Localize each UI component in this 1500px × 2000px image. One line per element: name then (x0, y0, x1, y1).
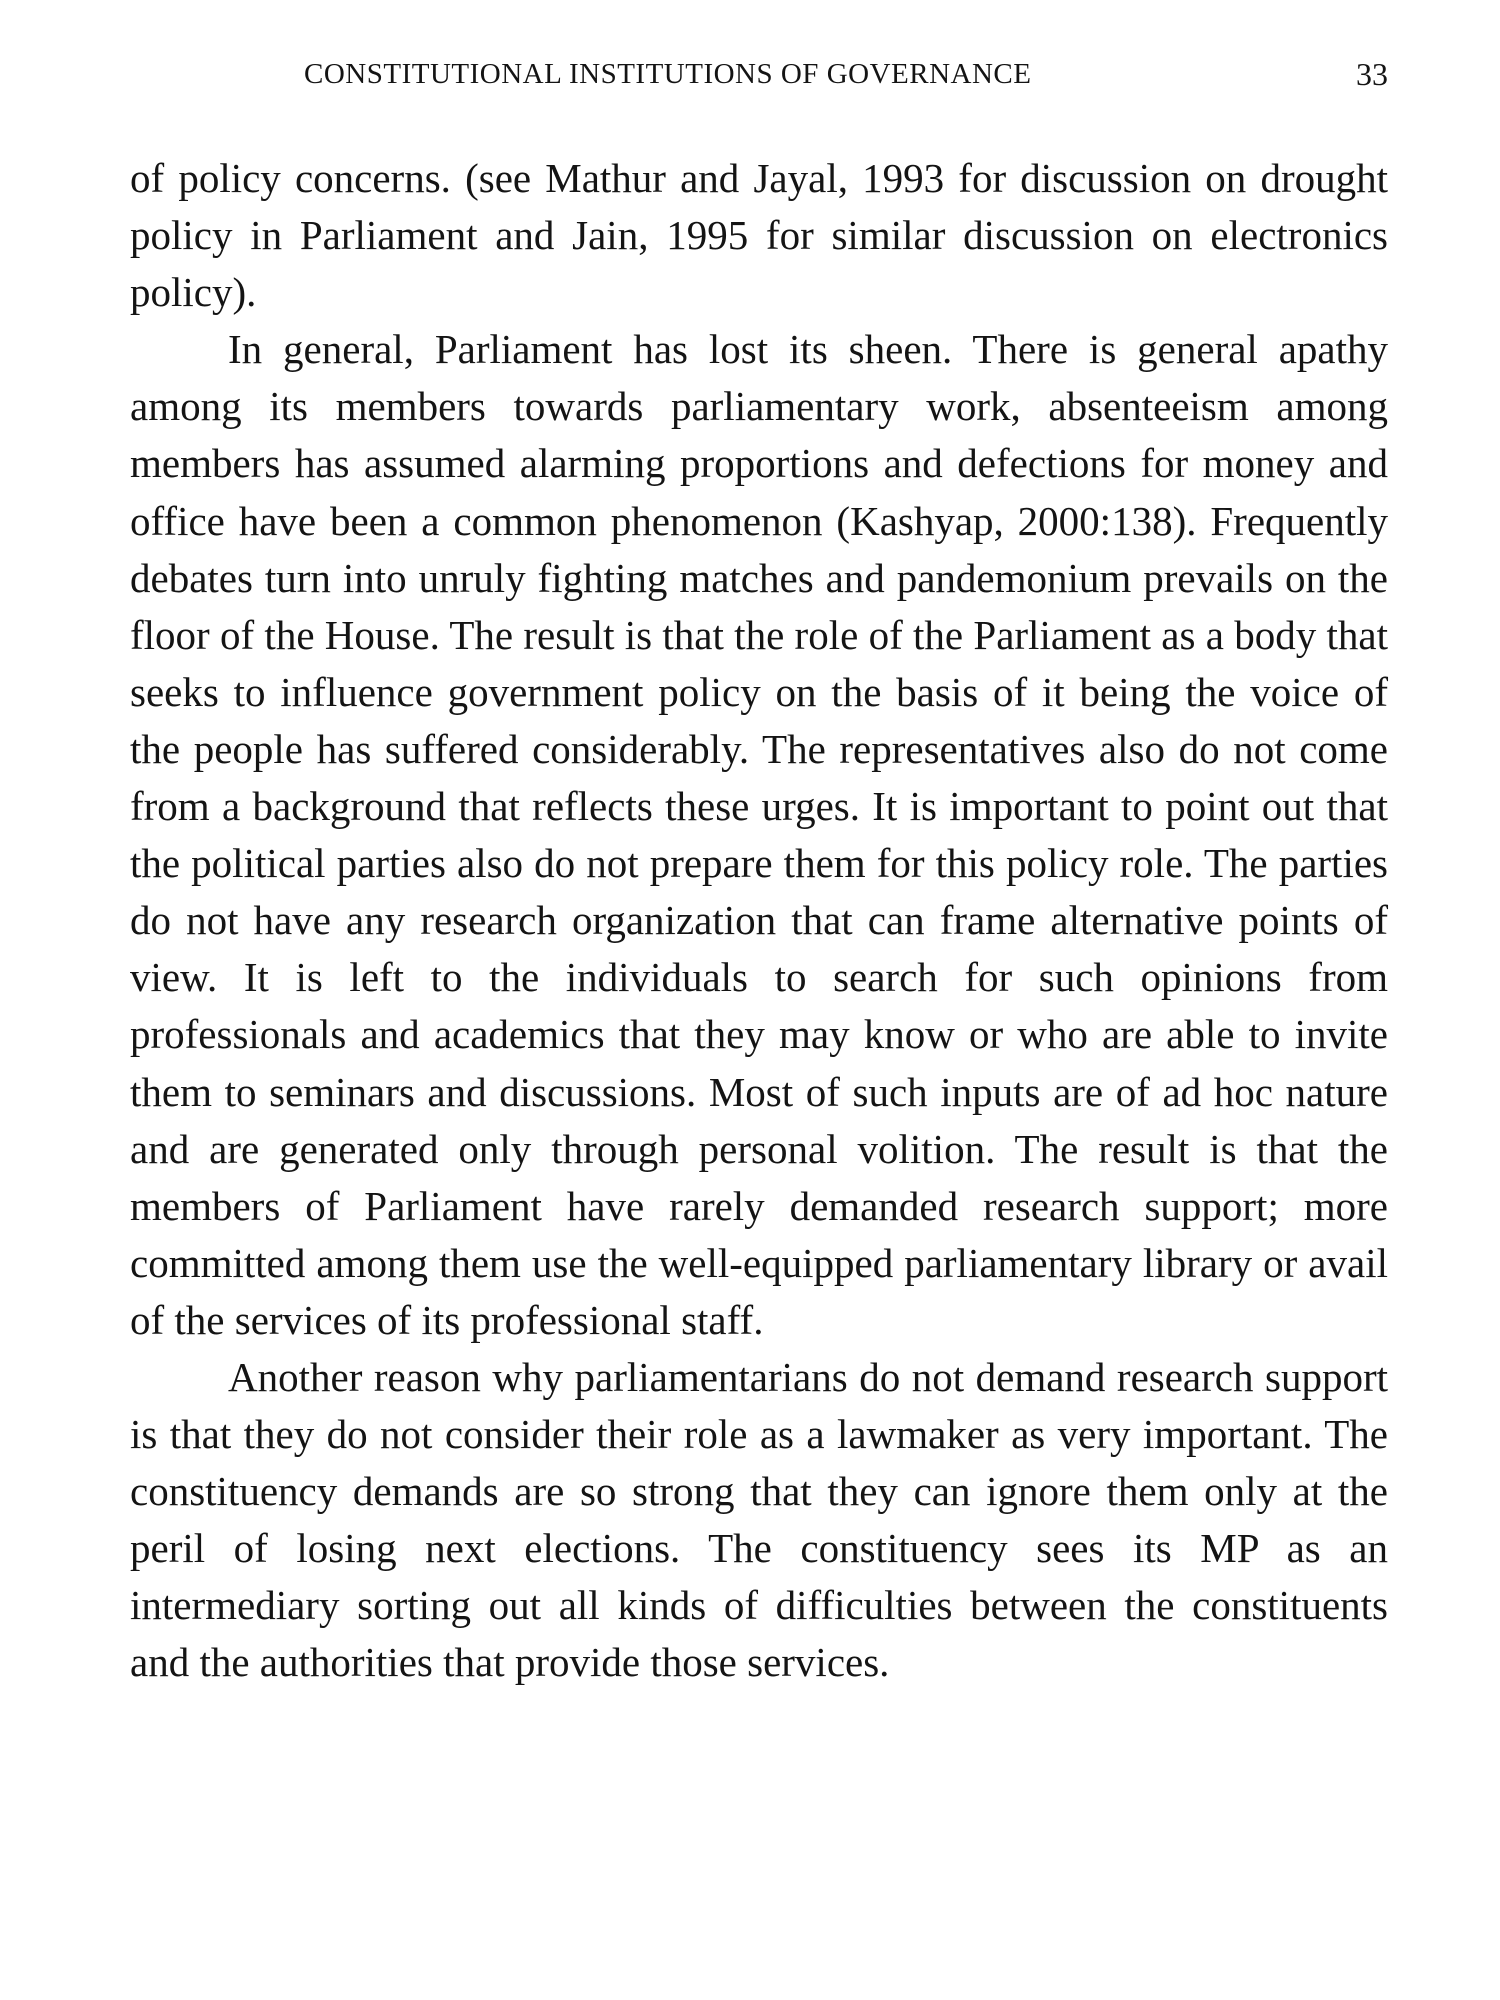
paragraph-research-support: Another reason why parliamentarians do not demand research support is that they do not consider their role as a lawmaker as very important. The constituency demands are so strong that they can ignore them only at the peril of losing next elections. The constituency sees its MP as an intermediary sorting out all kinds of difficulties between the constituents and the authorities that provide those services. (130, 1353, 1388, 1686)
paragraph-parliament-sheen: In general, Parliament has lost its sheen. There is general apathy among its members towards parliamentary work, absenteeism among members has assumed alarming proportions and defections for money and office have been a common phenomenon (Kashyap, 2000:138). Frequently debates turn into unruly fighting matches and pandemonium prevails on the floor of the House. The result is that the role of the Parliament as a body that seeks to influence government policy on the basis of it being the voice of the people has suffered considerably. The representatives also do not come from a background that reflects these urges. It is important to point out that the political parties also do not prepare them for this policy role. The parties do not have any research organization that can frame alternative points of view. It is left to the individuals to search for such opinions from professionals and academics that they may know or who are able to invite them to seminars and discussions. Most of such inputs are of ad hoc nature and are generated only through personal volition. The result is that the members of Parliament have rarely demanded research support; more committed among them use the well-equipped parliamentary library or avail of the services of its professional staff. (130, 326, 1388, 1343)
paragraph-continuation: of policy concerns. (see Mathur and Jayal, 1993 for discussion on drought policy in Parliament and Jain, 1995 for similar discussion on electronics policy). (130, 155, 1388, 316)
body-text (130, 150, 1388, 1692)
page-number: 33 (1356, 56, 1388, 92)
running-head (130, 58, 1388, 98)
running-title: CONSTITUTIONAL INSTITUTIONS OF GOVERNANCE (304, 58, 1032, 90)
